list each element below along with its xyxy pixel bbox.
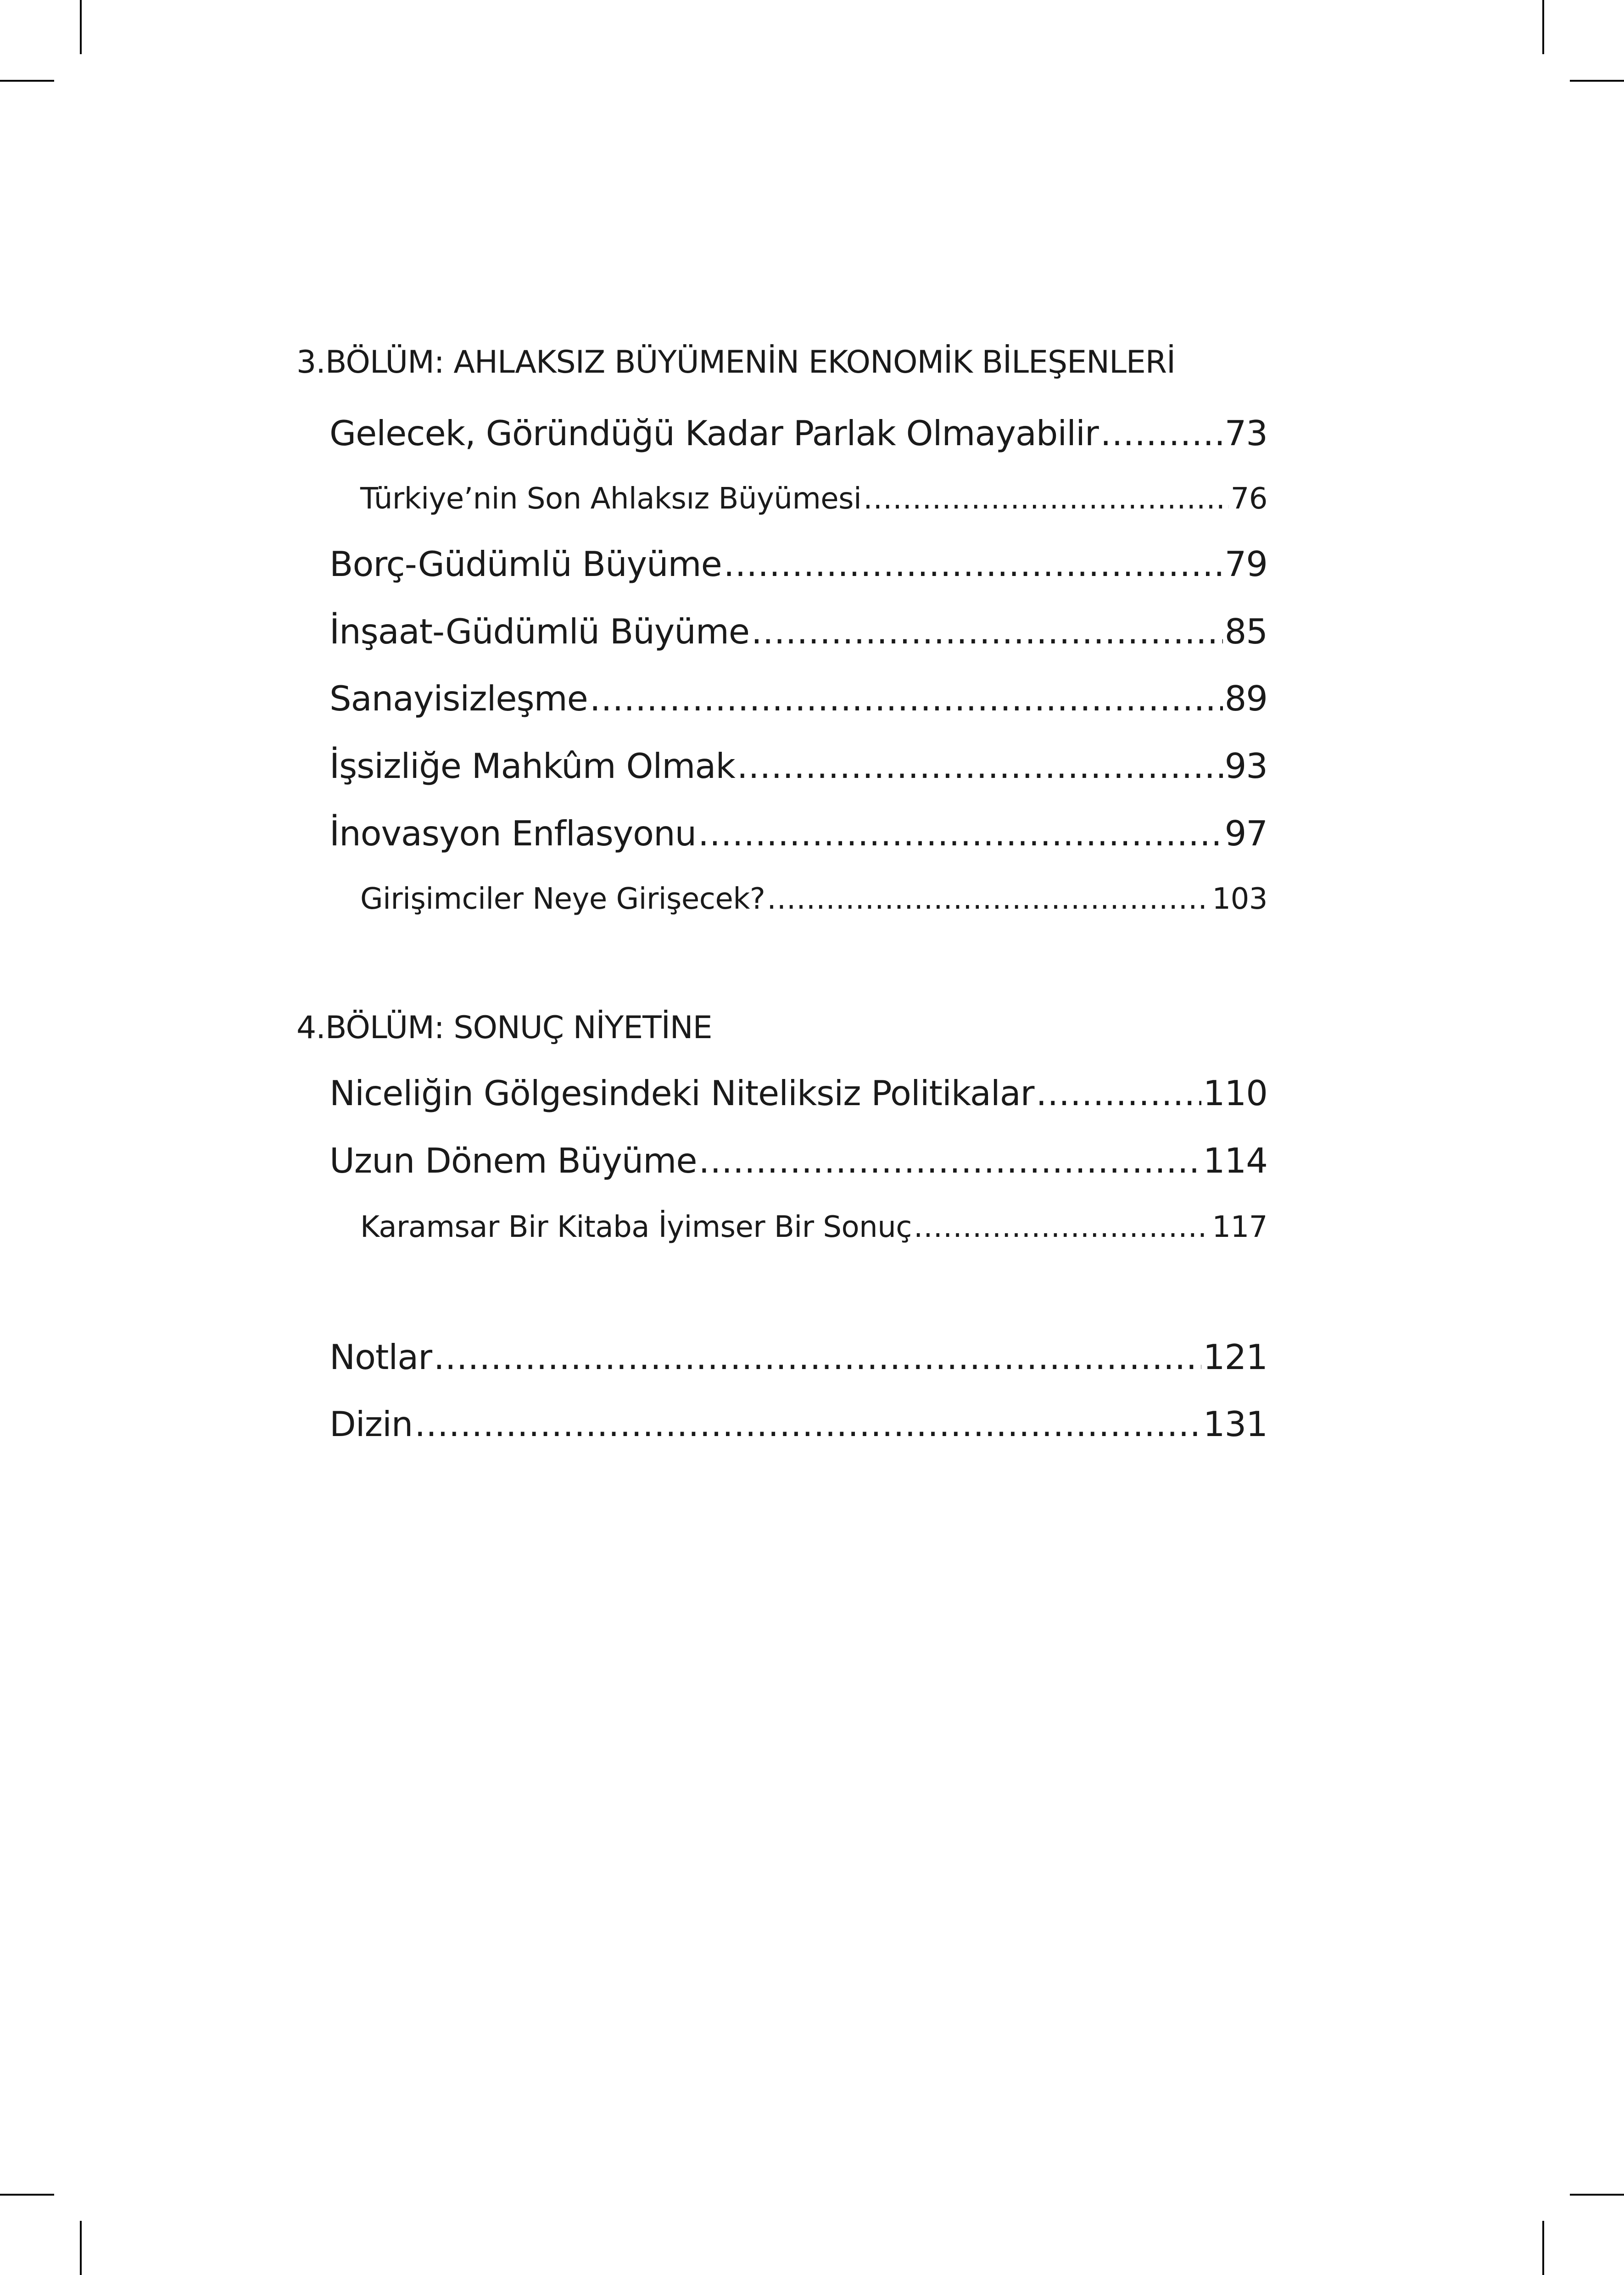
toc-entry-title: Sanayisizleşme [329, 678, 588, 719]
toc-entry[interactable] [329, 1337, 1267, 1377]
dot-leader [414, 1404, 1201, 1444]
toc-entry-title: İnovasyon Enflasyonu [329, 813, 697, 854]
toc-entry[interactable] [329, 1140, 1267, 1181]
toc-entry-title: Türkiye’nin Son Ahlaksız Büyümesi [360, 482, 862, 516]
chapter-4-heading: 4.BÖLÜM: SONUÇ NİYETİNE [296, 1010, 712, 1046]
toc-entry-title: Karamsar Bir Kitaba İyimser Bir Sonuç [360, 1210, 912, 1244]
toc-entry-title: Uzun Dönem Büyüme [329, 1140, 697, 1181]
toc-entry[interactable] [329, 1404, 1267, 1444]
toc-entry-page: 73 [1224, 413, 1267, 453]
toc-entry[interactable] [329, 1073, 1267, 1113]
dot-leader [737, 746, 1223, 786]
toc-entry-page: 103 [1212, 882, 1267, 916]
toc-entry-page: 93 [1224, 746, 1267, 786]
toc-entry-title: Girişimciler Neye Girişecek? [360, 882, 765, 916]
toc-entry-page: 114 [1203, 1140, 1267, 1181]
toc-entry-page: 131 [1203, 1404, 1267, 1444]
chapter-3-heading: 3.BÖLÜM: AHLAKSIZ BÜYÜMENİN EKONOMİK BİLEŞENLERİ [296, 344, 1176, 380]
toc-entry-page: 117 [1212, 1210, 1267, 1244]
toc-entry[interactable] [329, 746, 1267, 786]
toc-entry-page: 121 [1203, 1337, 1267, 1377]
toc-entry-page: 110 [1203, 1073, 1267, 1113]
toc-entry-page: 97 [1224, 813, 1267, 854]
dot-leader [914, 1210, 1210, 1244]
toc-entry-page: 79 [1224, 544, 1267, 584]
toc-subentry[interactable] [360, 1210, 1267, 1244]
toc-entry-page: 89 [1224, 678, 1267, 719]
toc-entry[interactable] [329, 611, 1267, 652]
toc-entry[interactable] [329, 678, 1267, 719]
toc-entry-page: 85 [1224, 611, 1267, 652]
toc-entry-title: Niceliğin Gölgesindeki Niteliksiz Politikalar [329, 1073, 1034, 1113]
toc-entry-title: Notlar [329, 1337, 432, 1377]
toc-subentry[interactable] [360, 482, 1267, 516]
toc-entry-title: Gelecek, Göründüğü Kadar Parlak Olmayabilir [329, 413, 1099, 453]
toc-entry-page: 76 [1230, 482, 1267, 516]
toc-entry-title: İnşaat-Güdümlü Büyüme [329, 611, 750, 652]
dot-leader [751, 611, 1223, 652]
dot-leader [699, 1140, 1201, 1181]
dot-leader [698, 813, 1222, 854]
dot-leader [724, 544, 1223, 584]
dot-leader [590, 678, 1223, 719]
dot-leader [1100, 413, 1223, 453]
toc-entry-title: İşsizliğe Mahkûm Olmak [329, 746, 735, 786]
dot-leader [767, 882, 1210, 916]
toc-entry[interactable] [329, 544, 1267, 584]
toc-subentry[interactable] [360, 882, 1267, 916]
toc-entry-title: Dizin [329, 1404, 413, 1444]
toc-entry-title: Borç-Güdümlü Büyüme [329, 544, 722, 584]
toc-entry[interactable] [329, 413, 1267, 453]
toc-entry[interactable] [329, 813, 1267, 854]
dot-leader [1036, 1073, 1201, 1113]
dot-leader [863, 482, 1228, 516]
dot-leader [434, 1337, 1201, 1377]
